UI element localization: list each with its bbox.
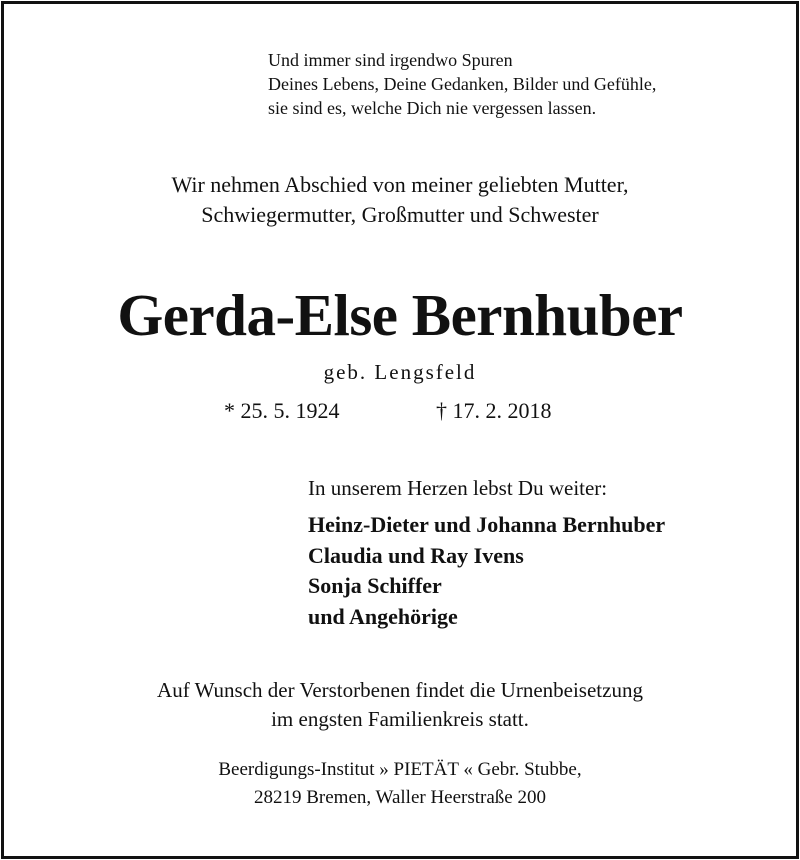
burial-line: Auf Wunsch der Verstorbenen findet die Urnenbeisetzung [157, 678, 643, 702]
motto-line: sie sind es, welche Dich nie vergessen lassen. [268, 98, 597, 118]
mourner-name: Heinz-Dieter und Johanna Bernhuber [308, 512, 666, 537]
undertaker-line: Beerdigungs-Institut » PIETÄT « Gebr. Stubbe, [218, 759, 582, 780]
motto-verse [268, 48, 656, 120]
maiden-name: geb. Lengsfeld [323, 360, 477, 384]
farewell-line: Wir nehmen Abschied von meiner geliebten Mutter, [171, 172, 629, 197]
burial-line: im engsten Familienkreis statt. [271, 707, 529, 731]
motto-line: Und immer sind irgendwo Spuren [268, 50, 513, 70]
birth-date: * 25. 5. 1924 [224, 398, 340, 423]
mourner-name: Sonja Schiffer [308, 573, 442, 598]
farewell-line: Schwiegermutter, Großmutter und Schwester [201, 202, 599, 227]
farewell-text [0, 170, 800, 230]
motto-line: Deines Lebens, Deine Gedanken, Bilder und Gefühle, [268, 74, 657, 94]
mourner-name: Claudia und Ray Ivens [308, 542, 524, 568]
undertaker-address [0, 756, 800, 812]
undertaker-line: 28219 Bremen, Waller Heerstraße 200 [254, 787, 546, 808]
deceased-name: Gerda-Else Bernhuber [117, 282, 683, 348]
mourners-intro: In unserem Herzen lebst Du weiter: [308, 476, 608, 500]
death-date: † 17. 2. 2018 [436, 398, 552, 423]
mourner-name: und Angehörige [308, 603, 458, 629]
burial-notice [0, 676, 800, 734]
mourners-list [308, 510, 665, 632]
